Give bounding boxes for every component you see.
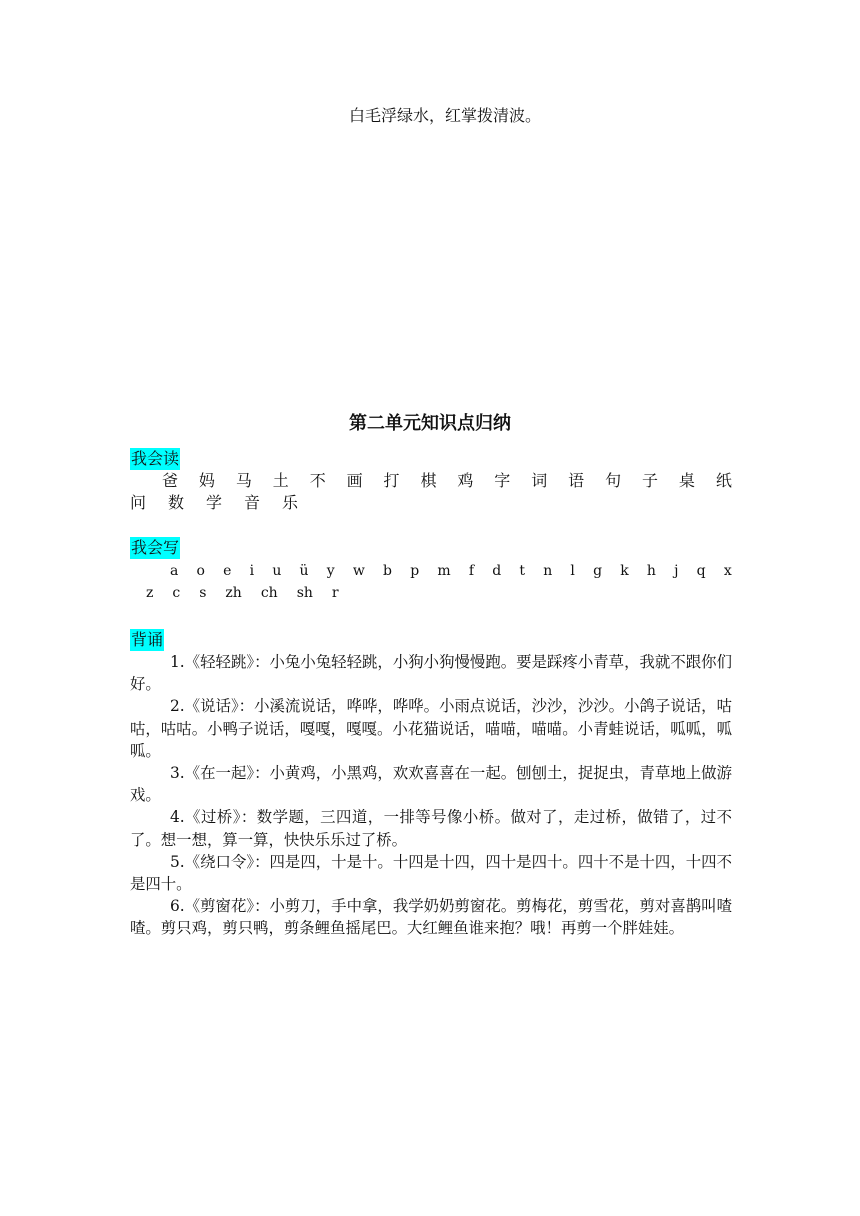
read-char: 棋 <box>420 471 437 490</box>
read-char: 问 <box>130 493 147 512</box>
pinyin-letter: ü <box>299 563 309 579</box>
pinyin-letter: e <box>223 563 232 579</box>
pinyin-letter: i <box>249 563 255 579</box>
pinyin-letter: n <box>543 563 553 579</box>
read-chars-row-2 <box>130 492 732 514</box>
pinyin-letter: q <box>696 563 706 579</box>
read-char: 土 <box>272 471 289 490</box>
pinyin-letter: g <box>593 563 603 579</box>
read-char: 语 <box>568 471 585 490</box>
write-pinyin-row-2 <box>146 582 358 604</box>
pinyin-letter: h <box>646 563 656 579</box>
pinyin-letter: p <box>410 563 420 579</box>
pinyin-letter: sh <box>296 585 313 601</box>
read-char: 画 <box>346 471 363 490</box>
pinyin-letter: k <box>620 563 629 579</box>
read-char: 乐 <box>282 493 299 512</box>
recite-item: 5.《绕口令》：四是四，十是十。十四是十四，四十是四十。四十不是十四，十四不是四十。 <box>130 852 732 894</box>
read-chars-row-1 <box>130 470 732 492</box>
poem-line: 白毛浮绿水，红掌拨清波。 <box>348 106 541 125</box>
recite-item: 2.《说话》：小溪流说话，哗哗，哗哗。小雨点说话，沙沙，沙沙。小鸽子说话，咕咕，咕咕。小鸭子说话，嘎嘎，嘎嘎。小花猫说话，喵喵，喵喵。小青蛙说话，呱呱，呱呱。 <box>130 697 732 760</box>
unit-title: 第二单元知识点归纳 <box>349 413 511 434</box>
section-label-recite: 背诵 <box>131 630 164 649</box>
read-char: 爸 <box>162 471 179 490</box>
read-char: 子 <box>641 471 658 490</box>
pinyin-letter: z <box>146 585 154 601</box>
read-char: 打 <box>383 471 400 490</box>
recite-list <box>130 651 732 940</box>
read-char: 句 <box>605 471 622 490</box>
read-char: 纸 <box>715 471 732 490</box>
pinyin-letter: w <box>352 563 365 579</box>
pinyin-letter: a <box>170 563 179 579</box>
section-label-write: 我会写 <box>131 538 180 557</box>
write-pinyin-row-1 <box>170 560 732 582</box>
read-char: 妈 <box>198 471 215 490</box>
read-char: 不 <box>309 471 326 490</box>
pinyin-letter: t <box>519 563 525 579</box>
read-char: 桌 <box>678 471 695 490</box>
read-char: 学 <box>206 493 223 512</box>
read-char: 数 <box>168 493 185 512</box>
pinyin-letter: d <box>492 563 502 579</box>
pinyin-letter: o <box>196 563 205 579</box>
recite-item: 4.《过桥》：数学题，三四道，一排等号像小桥。做对了，走过桥，做错了，过不了。想一想，算一算，快快乐乐过了桥。 <box>130 808 732 849</box>
pinyin-letter: m <box>437 563 451 579</box>
recite-item: 3.《在一起》：小黄鸡，小黑鸡，欢欢喜喜在一起。刨刨土，捉捉虫，青草地上做游戏。 <box>130 764 732 805</box>
read-char: 鸡 <box>457 471 474 490</box>
read-char: 词 <box>531 471 548 490</box>
pinyin-letter: y <box>326 563 335 579</box>
read-char: 字 <box>494 471 511 490</box>
pinyin-letter: b <box>383 563 393 579</box>
pinyin-letter: l <box>570 563 575 579</box>
read-char: 音 <box>244 493 261 512</box>
recite-item: 1.《轻轻跳》：小兔小兔轻轻跳，小狗小狗慢慢跑。要是踩疼小青草，我就不跟你们好。 <box>130 653 732 694</box>
pinyin-letter: ch <box>260 585 278 601</box>
section-label-read: 我会读 <box>131 449 180 468</box>
read-char: 马 <box>235 471 252 490</box>
pinyin-letter: f <box>468 563 475 579</box>
pinyin-letter: x <box>723 563 732 579</box>
recite-item: 6.《剪窗花》：小剪刀，手中拿，我学奶奶剪窗花。剪梅花，剪雪花，剪对喜鹊叫喳喳。剪只鸡，剪只鸭，剪条鲤鱼摇尾巴。大红鲤鱼谁来抱？哦！再剪一个胖娃娃。 <box>130 897 732 938</box>
pinyin-letter: zh <box>225 585 242 601</box>
pinyin-letter: u <box>272 563 282 579</box>
pinyin-letter: r <box>331 585 339 601</box>
pinyin-letter: j <box>674 563 679 579</box>
pinyin-letter: s <box>199 585 207 601</box>
pinyin-letter: c <box>172 585 181 601</box>
